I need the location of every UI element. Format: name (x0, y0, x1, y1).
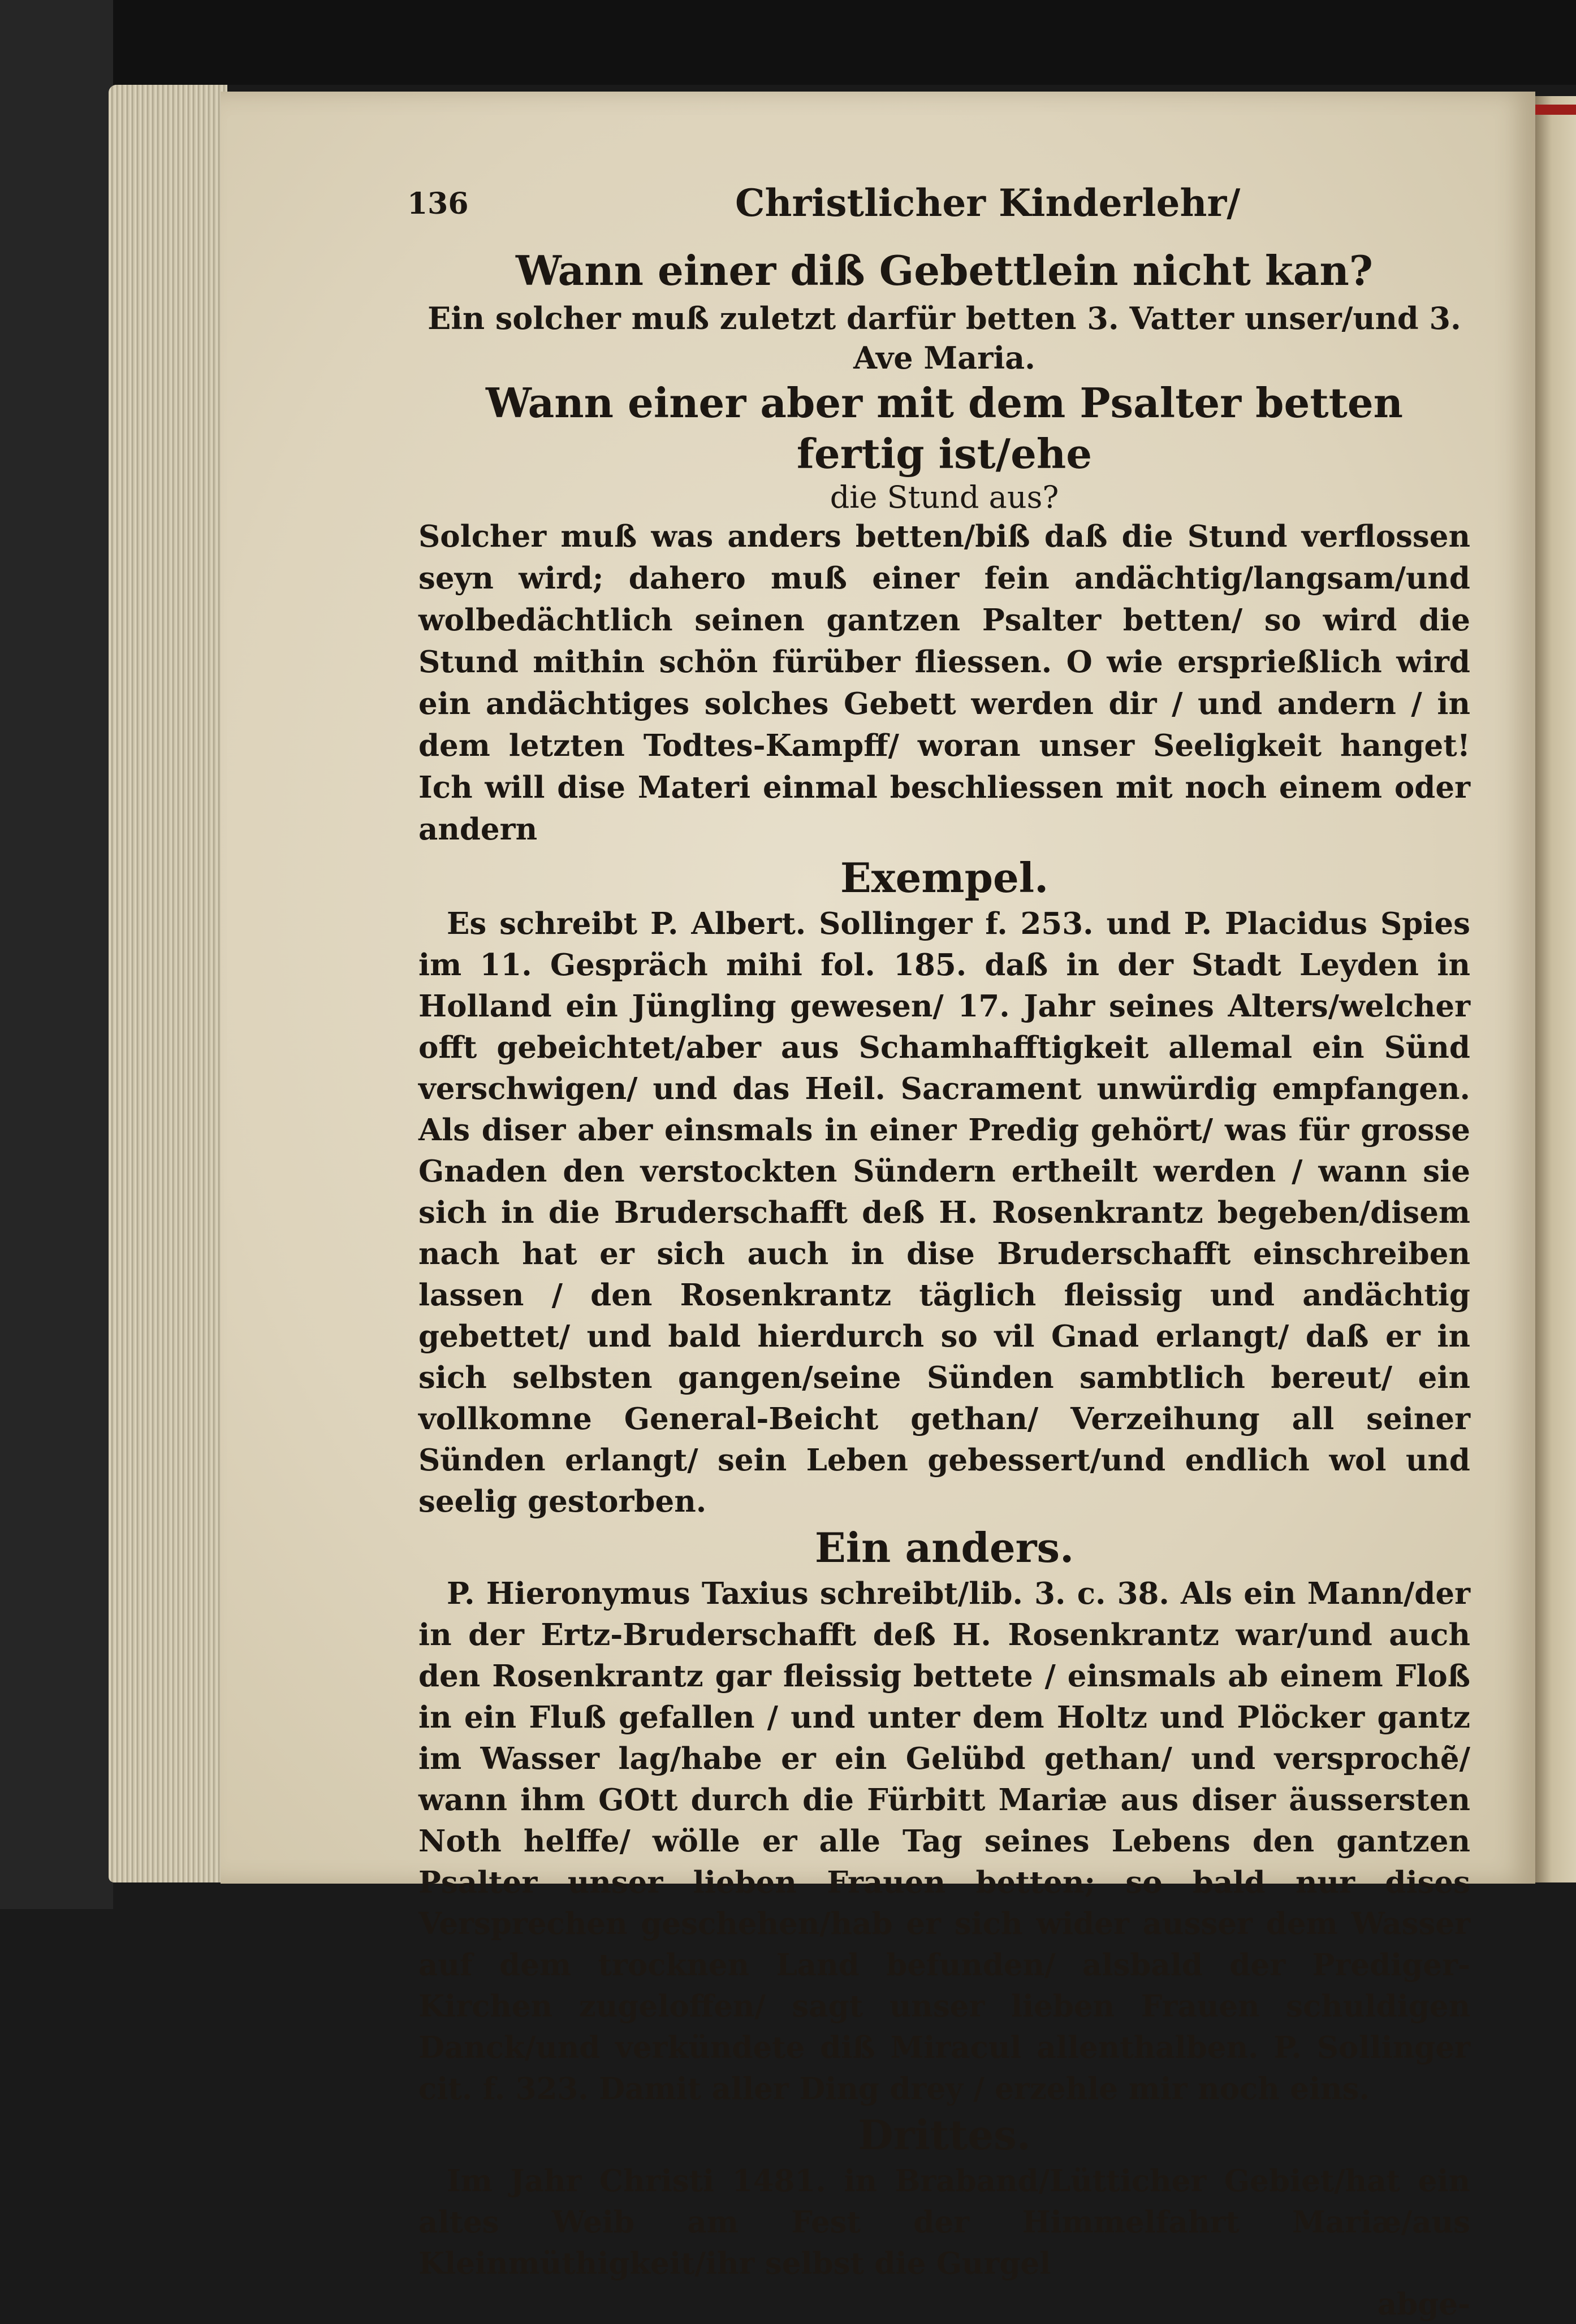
answer-2-paragraph: Solcher muß was anders betten/biß daß die Stund verflossen seyn wird; dahero muß einer fein andächtig/langsam/und wolbedächtlich seinen gantzen Psalter betten/ so wird die Stund mithin schön fürüber fliessen. O wie ersprießlich wird ein andächtiges solches Gebett werden dir / und andern / in dem letzten Todtes-Kampff/ woran unser Seeligkeit hanget! Ich will dise Materi einmal beschliessen mit noch einem oder andern (418, 519, 1470, 847)
section-heading-drittes: Drittes. (858, 2111, 1031, 2159)
drittes-paragraph: Im Jahr Christi 1481. in Braband/Lütticher Gebiet/hat ein altes Weib am Fest der Himmelfahrt Mariæ/aus Kleinmüthigkeit/ihr selbst die Gurgel (418, 2163, 1470, 2281)
answer-1: Ein solcher muß zuletzt darfür betten 3. Vatter unser/und 3. Ave Maria. (428, 300, 1461, 376)
background-left (0, 0, 113, 1909)
question-heading-1: Wann einer diß Gebettlein nicht kan? (516, 246, 1373, 295)
anders-paragraph: P. Hieronymus Taxius schreibt/lib. 3. c. 38. Als ein Mann/der in der Ertz-Bruderschafft deß H. Rosenkrantz war/und auch den Rosenkrantz gar fleissig bettete / einsmals ab einem Floß in ein Fluß gefallen / und unter dem Holtz und Plöcker gantz im Wasser lag/habe er ein Gelübd gethan/ und versprochẽ/ wann ihm GOtt durch die Fürbitt Mariæ aus diser äussersten Noth helffe/ wölle er alle Tag seines Lebens den gantzen Psalter unser lieben Frauen betten; so bald nur dises Versprechen geschehen/hab er sich wider ausser dem Wasser auf dem trocknen Land befunden/ alsbald der Prediger-Kirchen zugeloffen/ sagt unser lieben Frauen schuldigen Danck/und verkündete diß Miracul allenthalben. P. Sollinger cit. f. 323. Damit aller Ding drey / erzehle mir noch eins. (418, 1576, 1470, 2106)
section-heading-anders: Ein anders. (814, 1524, 1074, 1572)
page-header (407, 181, 1470, 243)
page-content (407, 181, 1470, 2324)
page-number: 136 (407, 187, 469, 221)
question-heading-2-continued: die Stund aus? (830, 479, 1059, 515)
facing-page-edge (1535, 96, 1576, 1882)
background-top (0, 0, 1576, 85)
book-page-edges (109, 85, 227, 1882)
running-title: Christlicher Kinderlehr/ (735, 181, 1241, 225)
catchword: abge- (1377, 2287, 1470, 2322)
section-heading-exempel: Exempel. (840, 854, 1049, 902)
exempel-paragraph: Es schreibt P. Albert. Sollinger f. 253. und P. Placidus Spies im 11. Gespräch mihi fol. 185. daß in der Stadt Leyden in Holland ein Jüngling gewesen/ 17. Jahr seines Alters/welcher offt gebeichtet/aber aus Schamhafftigkeit allemal ein Sünd verschwigen/ und das Heil. Sacrament unwürdig empfangen. Als diser aber einsmals in einer Predig gehört/ was für grosse Gnaden den verstockten Sündern ertheilt werden / wann sie sich in die Bruderschafft deß H. Rosenkrantz begeben/disem nach hat er sich auch in dise Bruderschafft einschreiben lassen / den Rosenkrantz täglich fleissig und andächtig gebettet/ und bald hierdurch so vil Gnad erlangt/ daß er in sich selbsten gangen/seine Sünden sambtlich bereut/ ein vollkomne General-Beicht gethan/ Verzeihung all seiner Sünden erlangt/ sein Leben gebessert/und endlich wol und seelig gestorben. (418, 906, 1470, 1519)
question-heading-2: Wann einer aber mit dem Psalter betten fertig ist/ehe (486, 379, 1403, 478)
